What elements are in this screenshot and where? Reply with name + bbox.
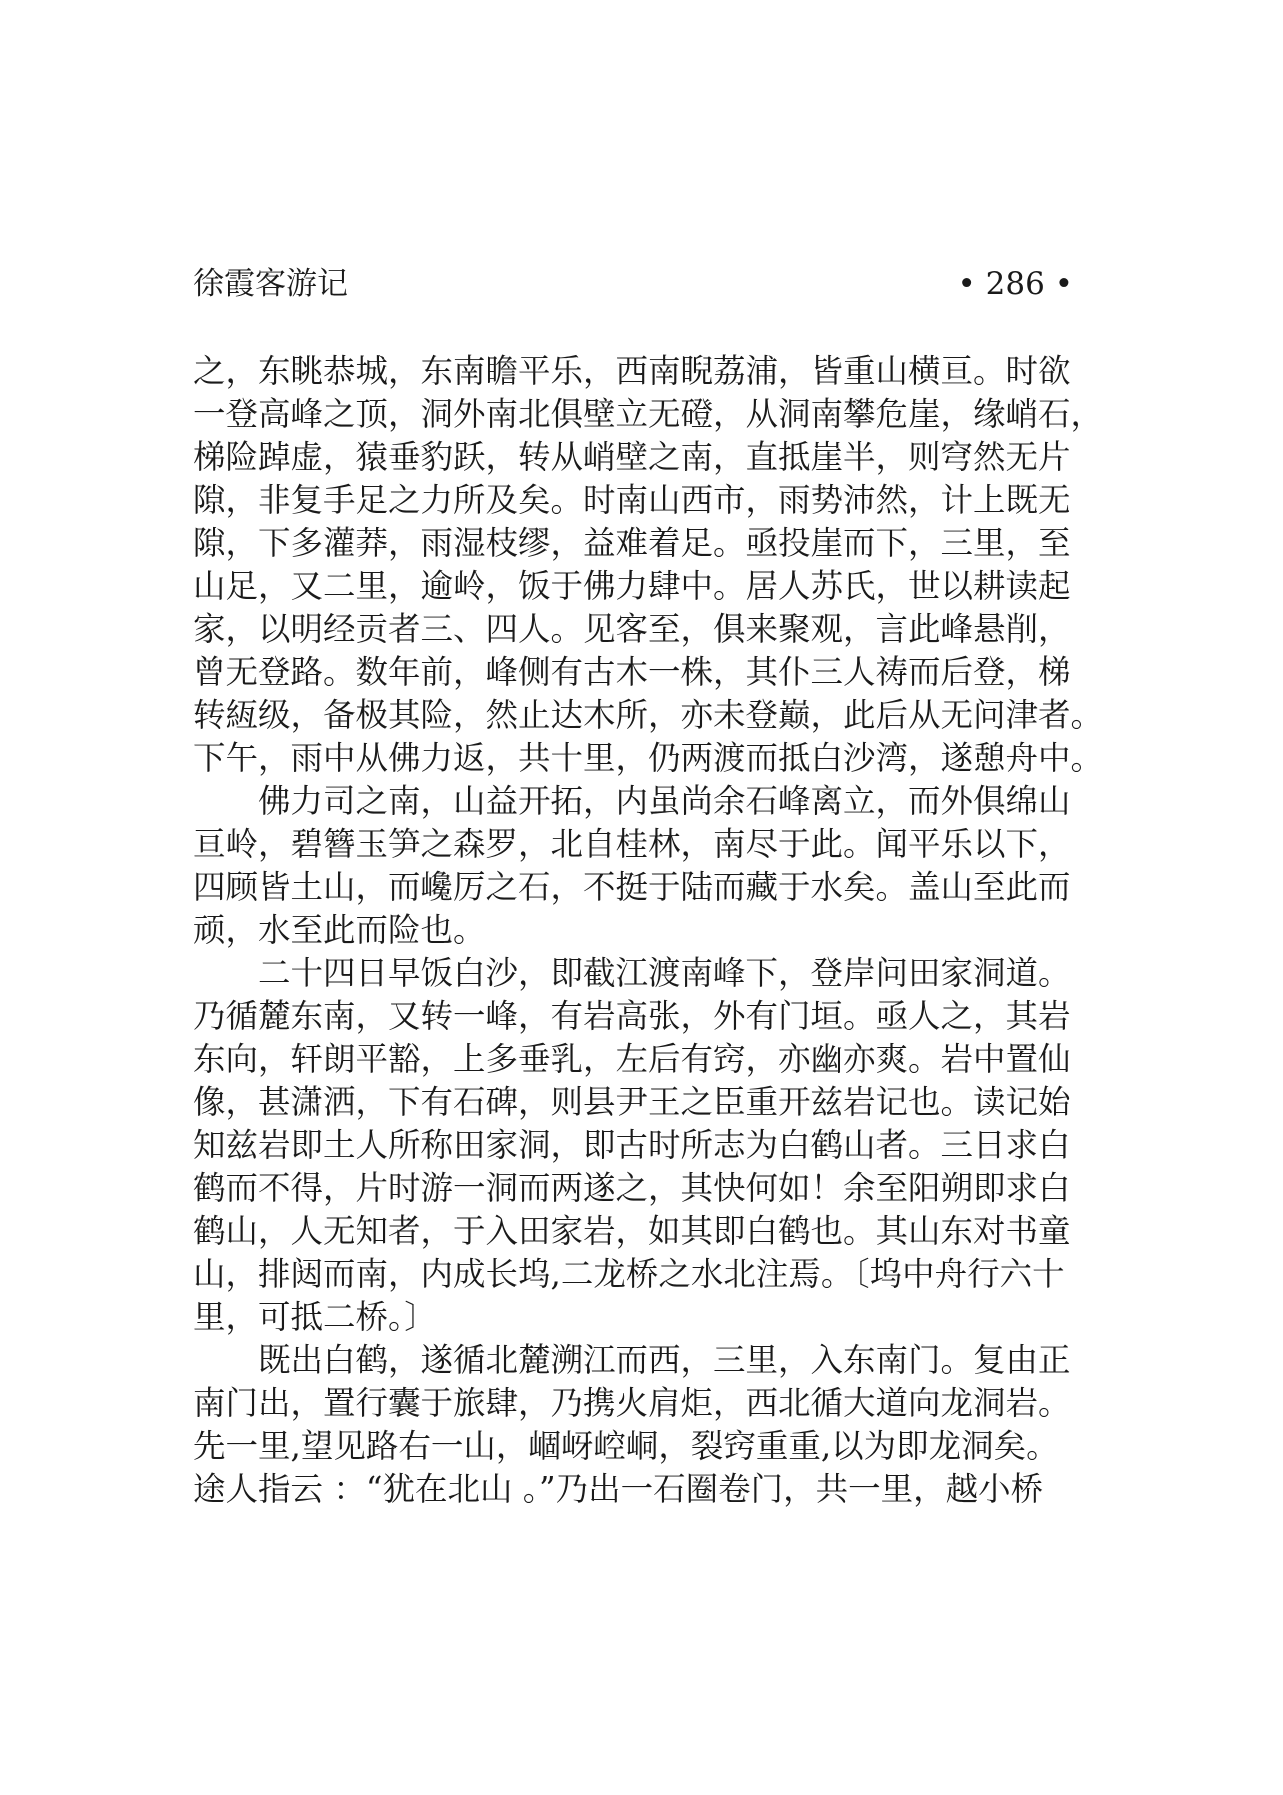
text-line: 东向，轩朗平豁，上多垂乳，左后有窍，亦幽亦爽。岩中置仙 bbox=[193, 1040, 1071, 1078]
paragraph-4 bbox=[193, 1339, 1098, 1511]
text-line: 亘岭，碧簪玉笋之森罗，北自桂林，南尽于此。闻平乐以下， bbox=[193, 825, 1071, 863]
paragraph-3 bbox=[193, 952, 1098, 1339]
text-line-first: 既出白鹤，遂循北麓溯江而西，三里，入东南门。复由正 bbox=[258, 1341, 1071, 1379]
text-line: 山足，又二里，逾岭，饭于佛力肆中。居人苏氏，世以耕读起 bbox=[193, 567, 1071, 605]
text-line: 鹤而不得，片时游一洞而两遂之，其快何如！余至阳朔即求白 bbox=[193, 1169, 1071, 1207]
text-line: 顽，水至此而险也。 bbox=[193, 911, 486, 949]
book-title: 徐霞客游记 bbox=[193, 266, 348, 302]
text-line: 曾无登路。数年前，峰侧有古木一株，其仆三人祷而后登，梯 bbox=[193, 653, 1071, 691]
text-line: 鹤山，人无知者，于入田家岩，如其即白鹤也。其山东对书童 bbox=[193, 1212, 1071, 1250]
text-line-first: 佛力司之南，山益开拓，内虽尚余石峰离立，而外俱绵山 bbox=[258, 782, 1071, 820]
text-line: 转絚级，备极其险，然止达木所，亦未登巅，此后从无问津者。 bbox=[193, 696, 1104, 734]
text-line: 隙，非复手足之力所及矣。时南山西市，雨势沛然，计上既无 bbox=[193, 481, 1071, 519]
text-line: 山，排闼而南，内成长坞,二龙桥之水北注焉。〔坞中舟行六十 bbox=[193, 1255, 1065, 1293]
text-line: 知兹岩即土人所称田家洞，即古时所志为白鹤山者。三日求白 bbox=[193, 1126, 1071, 1164]
text-line: 家，以明经贡者三、四人。见客至，俱来聚观，言此峰悬削， bbox=[193, 610, 1071, 648]
text-line: 乃循麓东南，又转一峰，有岩高张，外有门垣。亟人之，其岩 bbox=[193, 997, 1071, 1035]
text-line: 四顾皆土山，而巉厉之石，不挺于陆而藏于水矣。盖山至此而 bbox=[193, 868, 1071, 906]
text-line: 一登高峰之顶，洞外南北俱壁立无磴，从洞南攀危崖，缘峭石， bbox=[193, 395, 1104, 433]
paragraph-2 bbox=[193, 780, 1098, 952]
paragraph-1 bbox=[193, 350, 1104, 780]
text-line: 里，可抵二桥。〕 bbox=[193, 1298, 437, 1336]
body-text bbox=[193, 350, 1104, 1511]
running-header bbox=[193, 262, 1073, 306]
text-line: 之，东眺恭城，东南瞻平乐，西南睨荔浦，皆重山横亘。时欲 bbox=[193, 352, 1071, 390]
text-line: 下午，雨中从佛力返，共十里，仍两渡而抵白沙湾，遂憩舟中。 bbox=[193, 739, 1104, 777]
text-line: 梯险踔虚，猿垂豹跃，转从峭壁之南，直抵崖半，则穹然无片 bbox=[193, 438, 1071, 476]
page-number: • 286 • bbox=[957, 266, 1073, 302]
text-line: 南门出，置行囊于旅肆，乃携火肩炬，西北循大道向龙洞岩。 bbox=[193, 1384, 1071, 1422]
text-line: 途人指云 ：“犹在北山 。”乃出一石圈卷门，共一里，越小桥 bbox=[193, 1470, 1044, 1508]
text-line: 像，甚潇洒，下有石碑，则县尹王之臣重开兹岩记也。读记始 bbox=[193, 1083, 1071, 1121]
text-line: 隙，下多灌莽，雨湿枝缪，益难着足。亟投崖而下，三里，至 bbox=[193, 524, 1071, 562]
text-line: 先一里,望见路右一山，崓岈崆峒，裂窍重重,以为即龙洞矣。 bbox=[193, 1427, 1059, 1465]
text-line-first: 二十四日早饭白沙，即截江渡南峰下，登岸问田家洞道。 bbox=[258, 954, 1071, 992]
